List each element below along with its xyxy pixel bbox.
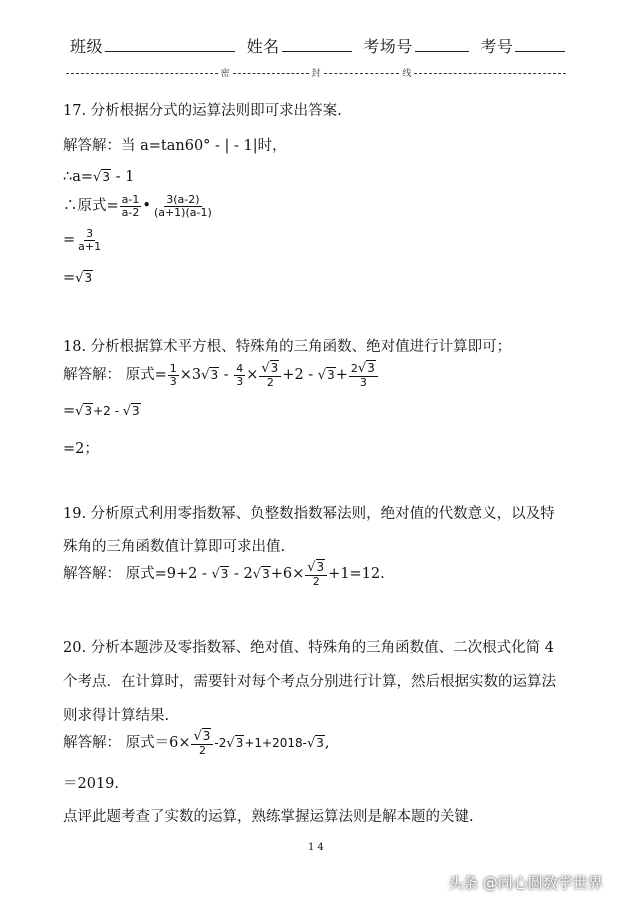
text: ∴a= — [63, 169, 94, 185]
radical-sign: √ — [317, 368, 327, 384]
denominator: 3 — [236, 374, 244, 388]
room-blank — [415, 37, 469, 52]
q19-analysis-2: 殊角的三角函数值计算即可求出值. — [63, 539, 286, 555]
fraction — [120, 194, 142, 218]
q17-analysis: 17. 分析根据分式的运算法则即可求出答案. — [63, 103, 342, 119]
text: + — [335, 367, 348, 384]
radicand: 3 — [84, 271, 93, 285]
q17-line5 — [63, 270, 93, 286]
sqrt — [307, 561, 325, 575]
q20-answer — [63, 730, 330, 756]
text: - 1 — [110, 169, 135, 185]
q20-comment: 点评此题考查了实数的运算，熟练掌握运算法则是解本题的关键. — [63, 809, 474, 825]
radicand: 3 — [316, 736, 324, 751]
fraction — [76, 228, 103, 252]
radicand: 3 — [202, 729, 211, 743]
denominator: (a+1)(a-1) — [153, 205, 212, 219]
q18-line2 — [63, 403, 141, 419]
radicand: 3 — [270, 361, 279, 375]
text: 解答解： 原式= — [63, 367, 167, 384]
radicand: 3 — [262, 567, 270, 582]
seal-dash — [324, 73, 400, 74]
seal-char: 封 — [311, 69, 321, 79]
radical-sign: √ — [93, 170, 102, 185]
radical-sign: √ — [75, 404, 84, 419]
fraction — [152, 194, 214, 218]
radicand: 3 — [220, 567, 229, 582]
class-label: 班级 — [70, 37, 104, 56]
radical-sign: √ — [307, 560, 316, 575]
numerator — [305, 561, 327, 576]
q20-analysis-2: 个考点．在计算时，需要针对每个考点分别进行计算，然后根据实数的运算法 — [63, 674, 556, 690]
q20-analysis-3: 则求得计算结果. — [63, 708, 170, 724]
exam-header — [70, 34, 571, 57]
text: = — [63, 270, 76, 286]
number-label: 考号 — [480, 37, 514, 56]
sqrt — [93, 170, 111, 185]
radical-sign: √ — [193, 729, 202, 744]
text: ∴原式= — [63, 198, 119, 215]
sqrt — [307, 736, 325, 751]
radicand: 3 — [84, 404, 93, 418]
denominator: 3 — [359, 375, 367, 389]
seal-line — [66, 66, 566, 79]
radical-sign: √ — [122, 404, 132, 419]
fraction — [259, 362, 281, 388]
text: - 2 — [229, 566, 253, 583]
denominator: 2 — [312, 574, 320, 588]
sqrt — [261, 362, 279, 376]
text: +1=12. — [328, 566, 385, 583]
text: 解答解： 原式＝6× — [63, 735, 191, 752]
radical-sign: √ — [201, 368, 210, 384]
radical-sign: √ — [226, 736, 235, 752]
sqrt — [193, 730, 211, 744]
numerator: 4 — [236, 362, 244, 376]
sqrt — [358, 362, 376, 376]
q19-answer — [63, 561, 385, 587]
q18-answer — [63, 362, 379, 388]
numerator — [349, 362, 378, 377]
radical-sign: √ — [357, 361, 367, 376]
seal-dash — [414, 73, 566, 74]
seal-dash — [66, 73, 218, 74]
class-blank — [105, 37, 235, 52]
sqrt — [253, 567, 271, 582]
radical-sign: √ — [211, 567, 220, 583]
text: × — [246, 367, 259, 384]
radicand: 3 — [132, 404, 140, 418]
text: - — [219, 367, 234, 384]
radical-sign: √ — [252, 567, 262, 583]
denominator: 2 — [198, 743, 206, 757]
q17-answer-intro: 解答解：当 a=tan60° - | - 1|时， — [63, 138, 287, 154]
text: +6× — [270, 566, 305, 583]
q17-line3 — [63, 194, 215, 218]
name-blank — [282, 37, 352, 52]
denominator: a-2 — [121, 205, 140, 219]
text: = — [63, 232, 76, 249]
fraction — [168, 363, 179, 387]
radical-sign: √ — [75, 271, 84, 286]
room-label: 考场号 — [363, 37, 413, 56]
fraction — [349, 362, 378, 388]
q20-analysis-1: 20. 分析本题涉及零指数幂、绝对值、特殊角的三角函数值、二次根式化简 4 — [63, 640, 555, 656]
radicand: 3 — [102, 170, 110, 184]
text: +1+2018- — [244, 736, 307, 751]
number-blank — [515, 37, 565, 52]
radicand: 3 — [316, 560, 325, 574]
fraction — [305, 561, 327, 587]
text: +2 - — [282, 367, 318, 384]
sqrt — [75, 404, 93, 419]
page-number: 14 — [308, 842, 327, 853]
seal-char: 线 — [402, 69, 412, 79]
radicand: 3 — [327, 368, 335, 383]
numerator — [259, 362, 281, 377]
radicand: 3 — [235, 736, 244, 751]
fraction — [234, 363, 245, 387]
text: +2 - — [93, 404, 123, 418]
q18-line3: =2； — [63, 441, 99, 457]
text: , — [324, 735, 330, 752]
text: ×3 — [179, 367, 202, 384]
watermark — [448, 872, 603, 893]
radicand: 3 — [367, 361, 375, 375]
q17-line4 — [63, 228, 104, 252]
numerator: 3 — [86, 227, 94, 240]
watermark-text: 头条 @同心圆数学世界 — [448, 874, 603, 892]
sqrt — [123, 404, 141, 419]
sqrt — [318, 368, 336, 383]
text: 解答解： 原式=9+2 - — [63, 566, 212, 583]
radical-sign: √ — [261, 361, 270, 376]
sqrt — [201, 368, 219, 383]
denominator: 2 — [266, 375, 274, 389]
denominator: a+1 — [78, 239, 102, 253]
radicand: 3 — [210, 368, 219, 383]
dot: • — [142, 198, 151, 215]
sqrt — [211, 567, 229, 582]
numerator — [191, 730, 213, 745]
fraction — [191, 730, 213, 756]
q19-analysis-1: 19. 分析原式利用零指数幂、负整数指数幂法则，绝对值的代数意义，以及特 — [63, 506, 555, 522]
text: = — [63, 403, 76, 419]
denominator: 3 — [169, 374, 177, 388]
seal-dash — [233, 73, 309, 74]
coefficient: 2 — [350, 362, 358, 375]
q17-line2 — [63, 169, 134, 185]
name-label: 姓名 — [246, 37, 280, 56]
text: -2 — [214, 736, 227, 751]
q20-line2: ＝2019. — [63, 776, 120, 792]
seal-char: 密 — [220, 69, 230, 79]
radical-sign: √ — [306, 736, 316, 752]
sqrt — [75, 271, 93, 286]
q18-analysis: 18. 分析根据算术平方根、特殊角的三角函数、绝对值进行计算即可； — [63, 339, 512, 355]
numerator: a-1 — [121, 193, 140, 206]
numerator: 3(a-2) — [166, 193, 200, 206]
numerator: 1 — [169, 362, 177, 376]
sqrt — [226, 736, 244, 751]
